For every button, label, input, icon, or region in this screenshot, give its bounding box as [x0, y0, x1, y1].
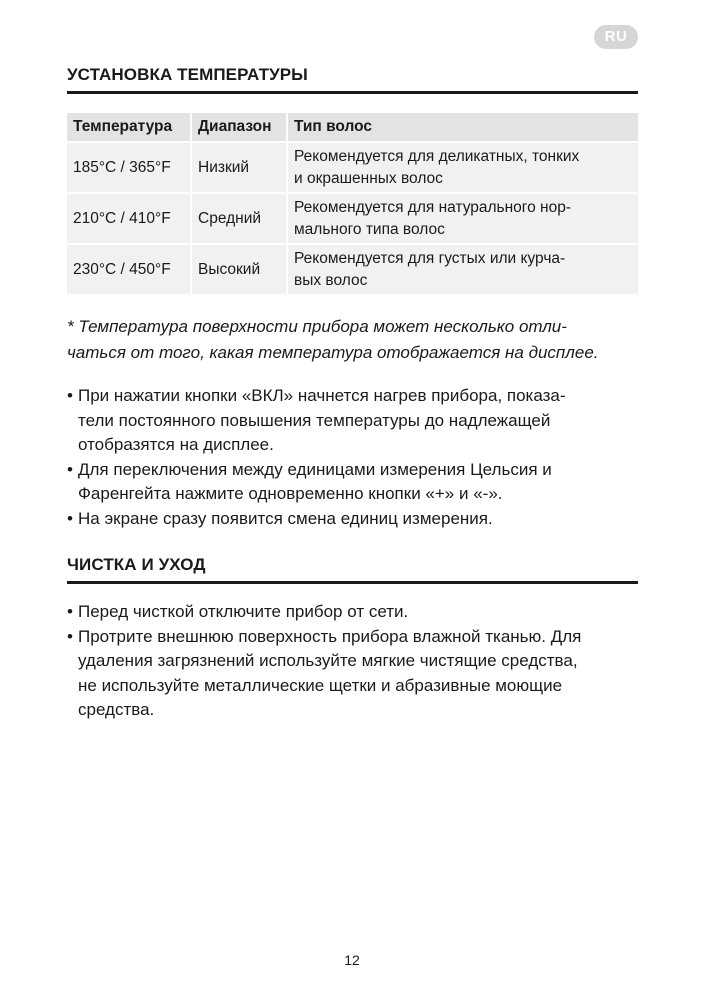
list-item-line: На экране сразу появится смена единиц измерения.	[78, 508, 493, 528]
bullet-icon: •	[67, 508, 73, 528]
bullet-icon: •	[67, 602, 73, 621]
list-item	[67, 625, 642, 723]
cell-hair-type-line: вых волос	[294, 271, 368, 289]
temperature-note	[67, 314, 642, 366]
list-item-line: При нажатии кнопки «ВКЛ» начнется нагрев прибора, показа-	[78, 386, 566, 405]
list-item-line: Для переключения между единицами измерения Цельсия и	[78, 459, 552, 479]
cell-temperature: 210°C / 410°F	[67, 193, 191, 244]
cleaning-instructions-list	[67, 600, 642, 723]
cell-range: Низкий	[191, 142, 287, 193]
table-row	[67, 244, 638, 294]
bullet-icon: •	[67, 459, 73, 479]
section-divider	[67, 91, 638, 94]
section-divider	[67, 581, 638, 584]
header-range: Диапазон	[191, 113, 287, 142]
cell-range: Средний	[191, 193, 287, 244]
list-item-line: тели постоянного повышения температуры до надлежащей	[78, 410, 551, 430]
list-item-line: не используйте металлические щетки и абразивные моющие	[78, 675, 563, 695]
cell-hair-type	[287, 193, 638, 244]
cell-hair-type	[287, 244, 638, 294]
header-hair-type: Тип волос	[287, 113, 638, 142]
list-item-line: отобразятся на дисплее.	[78, 435, 274, 454]
cell-hair-type-line: Рекомендуется для густых или курча-	[294, 249, 566, 267]
section-title-cleaning: ЧИСТКА И УХОД	[67, 555, 206, 574]
list-item-line: Протрите внешнюю поверхность прибора влажной тканью. Для	[78, 626, 582, 646]
cell-hair-type	[287, 142, 638, 193]
language-badge: RU	[594, 25, 638, 49]
list-item	[67, 384, 642, 458]
list-item-line: средства.	[78, 700, 155, 719]
header-temperature: Температура	[67, 113, 191, 142]
note-line: чаться от того, какая температура отображается на дисплее.	[67, 343, 599, 362]
cell-temperature: 230°C / 450°F	[67, 244, 191, 294]
cell-hair-type-line: Рекомендуется для деликатных, тонких	[294, 147, 580, 165]
temperature-table	[67, 113, 638, 294]
list-item	[67, 507, 642, 532]
cell-range: Высокий	[191, 244, 287, 294]
table-header-row	[67, 113, 638, 142]
page-number: 12	[344, 952, 360, 968]
cell-hair-type-line: и окрашенных волос	[294, 169, 443, 187]
table-row	[67, 193, 638, 244]
list-item-line: удаления загрязнений используйте мягкие чистящие средства,	[78, 651, 578, 670]
section-title-temperature: УСТАНОВКА ТЕМПЕРАТУРЫ	[67, 65, 308, 84]
bullet-icon: •	[67, 626, 73, 646]
list-item-line: Фаренгейта нажмите одновременно кнопки «+» и «-».	[78, 484, 503, 503]
list-item	[67, 458, 642, 507]
list-item-line: Перед чисткой отключите прибор от сети.	[78, 602, 409, 621]
list-item	[67, 600, 642, 625]
bullet-icon: •	[67, 386, 73, 405]
table-row	[67, 142, 638, 193]
note-line: * Температура поверхности прибора может несколько отли-	[67, 317, 567, 336]
cell-hair-type-line: Рекомендуется для натурального нор-	[294, 198, 572, 216]
cell-temperature: 185°C / 365°F	[67, 142, 191, 193]
usage-instructions-list	[67, 384, 642, 531]
cell-hair-type-line: мального типа волос	[294, 220, 445, 238]
